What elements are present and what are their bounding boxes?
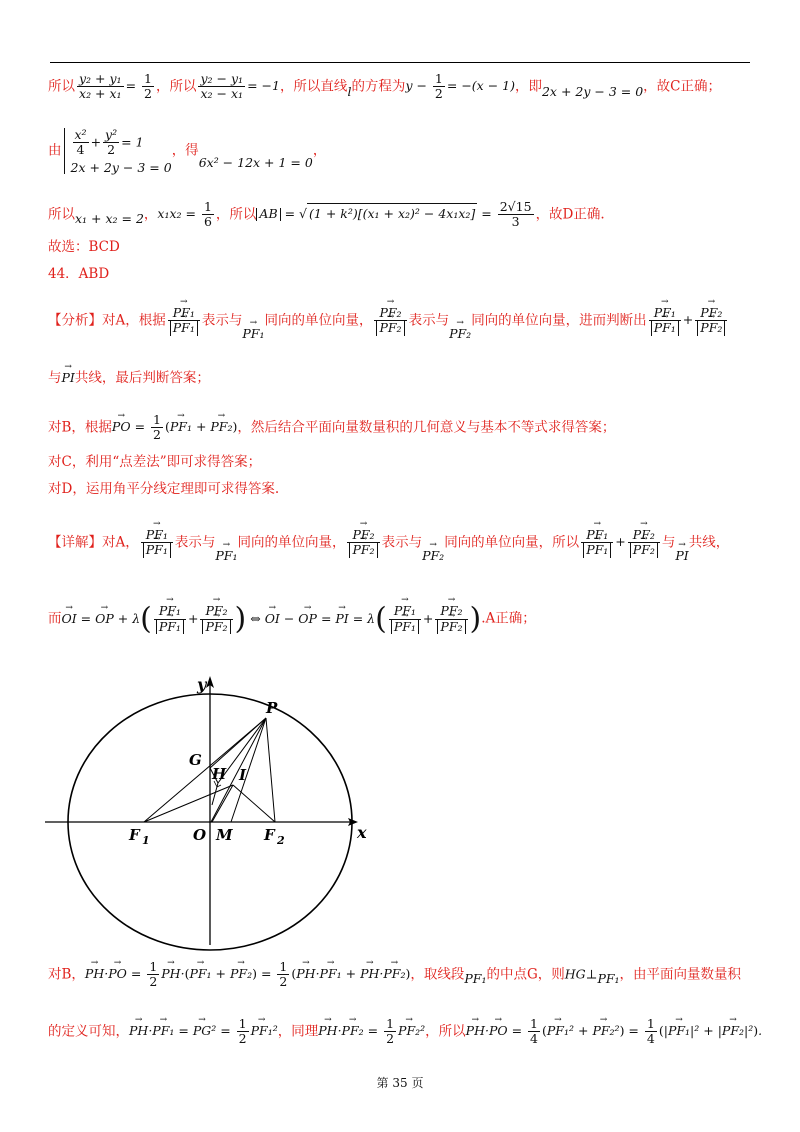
analysis-line-1: 【分析】对A，根据 → PF₁ → PF₁ 表示与→ PF₁同向的单位向量， → PF₂ → PF₂ 表示与→ PF₂同向的单位向量，进而判断出 → PF₁ → PF₁ + → PF₂ → PF₂ [48,306,729,336]
segment-H-down [212,783,218,805]
label-F1: F [129,826,140,844]
label-I: I [239,766,247,784]
header-rule [50,62,750,63]
label-y: y [197,675,207,694]
question-number: 44．ABD [48,266,110,282]
analysis-line-3: 对B，根据→ PO = $\frac{1}{2}$ (→ PF₁ + → PF₂)，然后结合平面向量数量积的几何意义与基本不等式求得答案； [48,413,615,443]
label-F2-sub: 2 [277,834,285,847]
label-P: P [266,699,278,717]
analysis-line-2: 与→ PI共线，最后判断答案； [48,372,210,386]
answer-line: 故选：BCD [48,239,120,255]
segment-PF1 [144,718,266,822]
detail-line-2: 而→ OI = → OP + λ( → PF₁ → PF₁ + → PF₂ → PF₂ ) ⇔ → OI − → OP = → PI = λ( → PF₁ → PF₁ + → PF₂ → PF₂ ).A正确； [48,604,536,634]
label-G: G [189,751,202,769]
detail-line-1: 【详解】对A， → PF₁ → PF₁ 表示与→ PF₁同向的单位向量， → PF₂ → PF₂ 表示与→ PF₂同向的单位向量，所以 → PF₁ → PF₁ + → PF₂ → PF₂ 与→ PI共线， [48,528,729,558]
segment-F1I [144,785,233,822]
segment-IF2 [233,785,275,822]
label-x: x [357,823,367,842]
label-H: H [212,765,227,783]
analysis-line-4: 对C，利用“点差法”即可求得答案； [48,454,262,470]
segment-IO [212,785,233,822]
detail-line-3: 对B，→ PH·→ PO = $\frac{1}{2}$ → PH·(→ PF₁ + → PF₂) = $\frac{1}{2}$ (→ PH·→ PF₁ + → PH·→ PF₂)，取线段PF₁的中点G，则HG⊥PF₁，由平面向量数量积 [48,960,741,990]
analysis-line-5: 对D，运用角平分线定理即可求得答案. [48,481,280,497]
ellipse-figure [40,665,390,955]
label-O: O [193,826,207,844]
line-3: 所以x₁ + x₂ = 2，x₁x₂ = $\frac{1}{6}$ ，所以 AB = √ (1 + k²)[(x₁ + x₂)² − 4x₁x₂] = $\frac{2√15}{3}$ ，故D正确. [48,199,605,230]
detail-line-4: 的定义可知，→ PH·→ PF₁ = → PG² = $\frac{1}{2}$ → PF₁²，同理→ PH·→ PF₂ = $\frac{1}{2}$ → PF₂²，所以→ PH·→ PO = $\frac{1}{4}$ (→ PF₁² + → PF₂²) = $\frac{1}{4}$ (|→ PF₁|² + |→ PF₂|²). [48,1017,762,1047]
label-F1-sub: 1 [142,834,150,847]
segment-PF2 [266,718,275,822]
label-M: M [216,826,233,844]
label-F2: F [264,826,275,844]
page-footer: 第 35 页 [376,1076,424,1090]
line-1: 所以 $\frac{\text{y₂ + y₁}}{\text{x₂ + x₁}}$ = $\frac{1}{2}$ ，所以 $\frac{\text{y₂ − y₁}}{\text{x₂ − x₁}}$ = −1，所以直线l的方程为y − $\frac{1}{2}$ = −(x − 1)，即2x + 2y − 3 = 0，故C正确； [48,71,722,102]
line-2: 由 $\frac{\text{x²}}{4}$ + $\frac{\text{y²}}{2}$ = 1 2x + 2y − 3 = 0 ，得6x² − 12x + 1 = 0， [48,127,327,175]
